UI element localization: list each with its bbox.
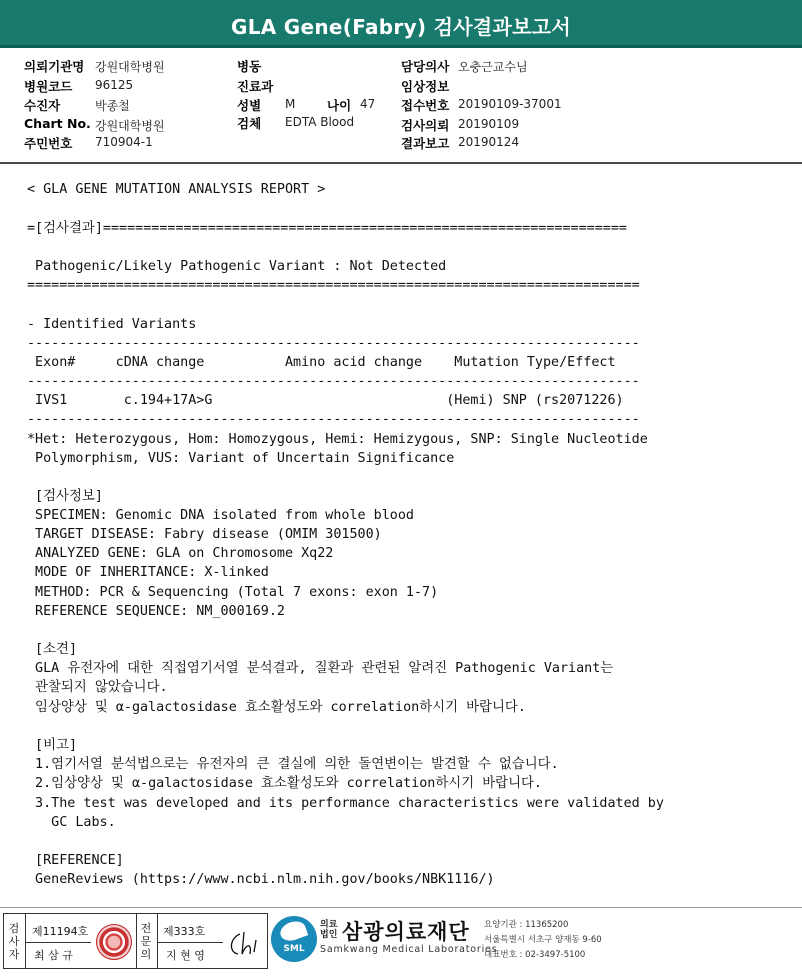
department-label: 진료과 — [237, 79, 274, 94]
org-info-code: 요양기관 : 11365200 — [484, 920, 569, 930]
org-name: 삼광의료재단 — [342, 920, 470, 944]
table-rule-top: ---------------------------------------------------------------------------- — [27, 336, 640, 351]
test-info-heading: [검사정보] — [27, 489, 103, 504]
pathogenic-result: Pathogenic/Likely Pathogenic Variant : Not Detected — [27, 259, 447, 274]
org-info-address: 서울특별시 서초구 양재동 9-60 — [484, 935, 602, 945]
specimen-label: 검체 — [237, 116, 262, 131]
clinical-info-label: 임상정보 — [401, 79, 450, 94]
footer-divider — [0, 907, 802, 908]
specimen-value: EDTA Blood — [285, 115, 355, 129]
hospital-code-value: 96125 — [95, 78, 134, 92]
remark-1: 1.염기서열 분석법으로는 유전자의 큰 결실에 의한 돌연변이는 발견할 수 없습니다. — [27, 757, 559, 772]
report-title: GLA Gene(Fabry) 검사결과보고서 — [231, 15, 571, 39]
receipt-no-value: 20190109-37001 — [458, 97, 562, 111]
opinion-line-1: GLA 유전자에 대한 직접염기서열 분석결과, 질환과 관련된 알려진 Pathogenic Variant는 — [27, 661, 614, 676]
patient-name-label: 수진자 — [24, 98, 61, 113]
tester-license: 제11194호 — [32, 925, 89, 938]
variant-row: IVS1 c.194+17A>G (Hemi) SNP (rs2071226) — [27, 393, 624, 408]
signature-box — [3, 913, 268, 969]
header-divider — [0, 162, 802, 164]
inheritance-line: MODE OF INHERITANCE: X-linked — [27, 565, 269, 580]
org-type: 의료법인 — [320, 920, 338, 940]
hospital-value: 강원대학병원 — [95, 60, 165, 74]
resident-no-value: 710904-1 — [95, 135, 153, 149]
sml-logo — [271, 916, 317, 962]
sex-value: M — [285, 97, 296, 111]
specialist-role: 전문의 — [140, 922, 152, 961]
resident-no-label: 주민번호 — [24, 136, 73, 151]
report-heading: < GLA GENE MUTATION ANALYSIS REPORT > — [27, 182, 326, 197]
variants-heading: - Identified Variants — [27, 317, 197, 332]
abbreviation-note-2: Polymorphism, VUS: Variant of Uncertain Significance — [27, 451, 455, 466]
remarks-heading: [비고] — [27, 738, 78, 753]
target-disease-line: TARGET DISEASE: Fabry disease (OMIM 301500) — [27, 527, 382, 542]
test-request-value: 20190109 — [458, 117, 520, 131]
patient-info-header — [0, 48, 802, 163]
physician-value: 오충근교수님 — [458, 60, 528, 74]
remark-2: 2.임상양상 및 α-galactosidase 효소활성도와 correlation하시기 바랍니다. — [27, 776, 542, 791]
chart-no-value: 강원대학병원 — [95, 119, 165, 133]
table-rule-bottom: ---------------------------------------------------------------------------- — [27, 412, 640, 427]
hospital-label: 의뢰기관명 — [24, 59, 85, 74]
result-rule: ============================================================================ — [27, 278, 640, 293]
logo-text: SML — [283, 944, 305, 954]
reference-link: GeneReviews (https://www.ncbi.nlm.nih.gov/books/NBK1116/) — [27, 872, 495, 887]
age-label: 나이 — [327, 98, 352, 113]
variant-table-header: Exon# cDNA change Amino acid change Mutation Type/Effect — [27, 355, 616, 370]
analyzed-gene-line: ANALYZED GENE: GLA on Chromosome Xq22 — [27, 546, 334, 561]
remark-3-cont: GC Labs. — [27, 815, 116, 830]
opinion-line-2: 관찰되지 않았습니다. — [27, 680, 168, 695]
ward-label: 병동 — [237, 59, 262, 74]
specialist-name: 지 현 영 — [166, 949, 205, 962]
method-line: METHOD: PCR & Sequencing (Total 7 exons: exon 1-7) — [27, 585, 439, 600]
org-english-name: Samkwang Medical Laboratories — [320, 944, 498, 955]
result-report-value: 20190124 — [458, 135, 520, 149]
abbreviation-note: *Het: Heterozygous, Hom: Homozygous, Hemi: Hemizygous, SNP: Single Nucleotide — [27, 432, 648, 447]
test-request-label: 검사의뢰 — [401, 118, 450, 133]
chart-no-label: Chart No. — [24, 116, 91, 131]
leaf-icon — [278, 918, 309, 944]
receipt-no-label: 접수번호 — [401, 98, 450, 113]
result-section-rule: =[검사결과]================================================================= — [27, 221, 627, 236]
patient-name-value: 박종철 — [95, 99, 130, 113]
specialist-license: 제333호 — [163, 925, 206, 938]
hospital-code-label: 병원코드 — [24, 79, 73, 94]
specialist-signature — [226, 928, 264, 960]
org-info-phone: 대표번호 : 02-3497-5100 — [484, 950, 586, 960]
reference-heading: [REFERENCE] — [27, 853, 124, 868]
tester-name: 최 삼 규 — [34, 949, 73, 962]
physician-label: 담당의사 — [401, 59, 450, 74]
table-rule-mid: ---------------------------------------------------------------------------- — [27, 374, 640, 389]
result-report-label: 결과보고 — [401, 136, 450, 151]
remark-3: 3.The test was developed and its performance characteristics were validated by — [27, 796, 664, 811]
specimen-line: SPECIMEN: Genomic DNA isolated from whole blood — [27, 508, 414, 523]
tester-role: 검사자 — [8, 922, 20, 961]
tester-seal — [96, 924, 132, 960]
opinion-line-3: 임상양상 및 α-galactosidase 효소활성도와 correlation하시기 바랍니다. — [27, 700, 526, 715]
report-title-bar — [0, 0, 802, 48]
opinion-heading: [소견] — [27, 642, 78, 657]
reference-sequence-line: REFERENCE SEQUENCE: NM_000169.2 — [27, 604, 285, 619]
age-value: 47 — [360, 97, 376, 111]
sex-label: 성별 — [237, 98, 262, 113]
